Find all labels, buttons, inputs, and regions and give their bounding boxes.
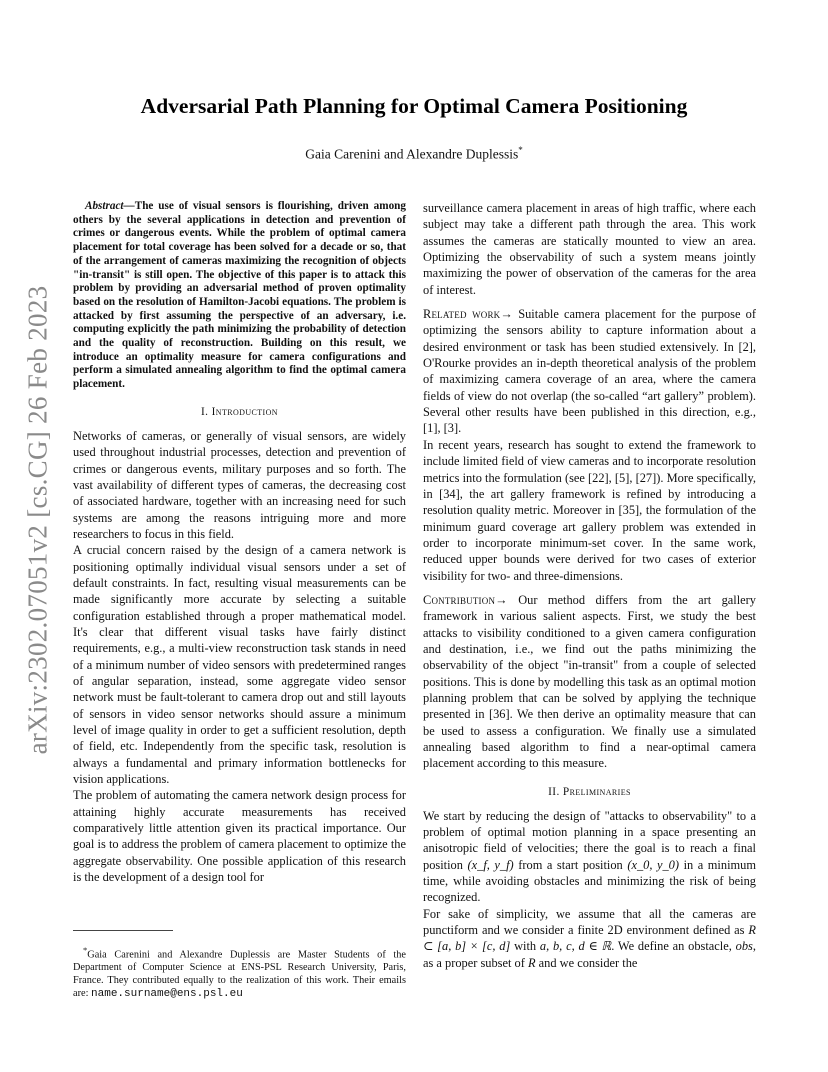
math-start-position: (x_0, y_0) bbox=[627, 857, 679, 872]
footnote-text: Gaia Carenini and Alexandre Duplessis are Master Students of the Department of Computer Science at ENS-PSL Research University, Paris, France. They contributed equally to the realization of this work. Their emails are: bbox=[73, 949, 406, 999]
prelim-text: from a start position bbox=[518, 857, 623, 872]
math-region: R bbox=[527, 955, 536, 970]
prelim-text: in a minimum time, while avoiding obstacles and minimizing the risk of being recognized. bbox=[423, 857, 756, 905]
author-names: Gaia Carenini and Alexandre Duplessis bbox=[305, 146, 519, 162]
section-number: I. bbox=[201, 405, 209, 418]
footnote-email: name.surname@ens.psl.eu bbox=[91, 987, 243, 1000]
section-title: Preliminaries bbox=[562, 785, 631, 798]
contribution-label: Contribution→ bbox=[423, 592, 508, 607]
intro-paragraph-3: The problem of automating the camera network design process for attaining highly accurate measurements has received comparatively little attention given its practical importance. Our goal is to address the problem of camera placement to optimize the aggregate observability. One possible application of this research is the development of a design tool for bbox=[73, 788, 406, 885]
contribution-paragraph bbox=[423, 592, 756, 772]
prelim-text: . We define an obstacle, bbox=[611, 939, 732, 954]
left-column bbox=[73, 200, 406, 885]
intro-paragraph-1: Networks of cameras, or generally of visual sensors, are widely used throughout industrial processes, detection and prevention of crimes or dangerous events, military purposes and so forth. The vast availability of different types of cameras, the decreasing cost of associated hardware, together with an increasing need for such systems are among the reasons intriguing more and more researchers to focus in this field. bbox=[73, 428, 406, 541]
abstract-text: The use of visual sensors is flourishing, driven among others by the several applications in detection and prevention of crimes or dangerous events. While the problem of optimal camera placement for total coverage has been solved for a decade or so, that of the arrangement of cameras maximizing the recognition of objects "in-transit" is still open. The objective of this paper is to attack this problem by providing an adversarial method of proven optimality based on the resolution of Hamilton-Jacobi equations. The problem is attacked by first assuming the perspective of an adversary, i.e. computing explicitly the path minimizing the probability of detection and the quality of reconstruction. Building on this result, we introduce an optimality measure for camera configurations and perform a simulated annealing algorithm to find the optimal camera placement. bbox=[73, 200, 406, 391]
abstract bbox=[73, 200, 406, 392]
paper-title: Adversarial Path Planning for Optimal Camera Positioning bbox=[140, 94, 688, 118]
footnote bbox=[73, 944, 406, 1001]
math-reals: a, b, c, d ∈ ℝ bbox=[539, 939, 612, 954]
section-title: Introduction bbox=[211, 405, 278, 418]
preliminaries-paragraph-2 bbox=[423, 906, 756, 971]
related-work-label: Related work→ bbox=[423, 307, 513, 322]
prelim-text: with bbox=[514, 939, 537, 954]
intro-paragraph-2: A crucial concern raised by the design of a camera network is positioning optimally individual visual sensors under a set of default constraints. In fact, resulting visual measurements can be made significantly more accurate by selecting a suitable configuration established through a proper mathematical model. It's clear that different visual tasks have fairly distinct requirements, e.g., a multi-view reconstruction task stands in need of a minimum number of video sensors with predetermined ranges of angular separation, instead, some aggregate video sensor network must be fault-tolerant to camera drop out and still layouts of sensors in video sensor networks should assure a minimum level of image quality in order to get a sufficient resolution, depth of field, etc. Independently from the specific task, resolution is always a fundamental and primary information bottlenecks for vision applications. bbox=[73, 543, 406, 787]
arxiv-identifier: arXiv:2302.07051v2 [cs.CG] 26 Feb 2023 bbox=[22, 285, 53, 755]
contribution-text: Our method differs from the art gallery framework in various salient aspects. First, we study the best attacks to visibility conditioned to a given camera configuration and destination, i.e., we find out the paths minimizing the observability of the object "in-transit" from a couple of selected positions. This is done by modelling this task as an optimal motion planning problem that can be solved by applying the technique presented in [36]. We then derive an optimality measure that can be used to assess a configuration. We finally use a simulated annealing based algorithm to find a near-optimal camera placement according to this measure. bbox=[423, 592, 756, 771]
prelim-text: , as a proper subset of bbox=[423, 939, 756, 970]
math-obs: obs bbox=[735, 939, 753, 954]
prelim-text: and we consider the bbox=[538, 955, 638, 970]
related-work-paragraph bbox=[423, 306, 756, 437]
author-footnote-mark: * bbox=[518, 145, 523, 155]
right-column bbox=[423, 200, 756, 971]
preliminaries-paragraph-1 bbox=[423, 808, 756, 906]
paper-authors bbox=[0, 145, 828, 163]
prelim-text: For sake of simplicity, we assume that all the cameras are punctiform and we consider a finite 2D environment defined as bbox=[423, 906, 756, 938]
math-final-position: (x_f, y_f) bbox=[467, 857, 514, 872]
footnote-mark: * bbox=[83, 945, 88, 955]
related-work-paragraph-2: In recent years, research has sought to extend the framework to include limited field of view cameras and to incorporate resolution metrics into the formulation (see [22], [5], [27]). More specifically, in [34], the art gallery framework is refined by introducing a resolution quality metric. Moreover in [35], the formulation of the minimum guard coverage art gallery problem was extended in order to incorporate minimum-set cover. In the same work, reduced upper bounds were derived for two cases of exterior visibility for two- and three-dimensions. bbox=[423, 437, 756, 583]
related-work-text: Suitable camera placement for the purpose of optimizing the sensors ability to capture information about a desired environment or task has been studied extensively. In [2], O'Rourke provides an in-depth theoretical analysis of the problem of maximizing camera coverage of an area, where the camera fields of view do not overlap (the so-called “art gallery” problem). Several other results have been published in this direction, e.g., [1], [3]. bbox=[423, 307, 756, 436]
section-number: II. bbox=[548, 785, 560, 798]
section-heading-preliminaries bbox=[423, 786, 756, 798]
section-heading-introduction bbox=[73, 406, 406, 418]
prelim-text: We start by reducing the design of "attacks to observability" to a problem of optimal motion planning in a space presenting an anisotropic field of velocities; there the goal is to reach a final position bbox=[423, 808, 756, 872]
abstract-label: Abstract— bbox=[85, 200, 135, 212]
footnote-rule bbox=[73, 930, 173, 931]
math-environment: R ⊂ [a, b] × [c, d] bbox=[423, 923, 756, 954]
right-paragraph-1: surveillance camera placement in areas of high traffic, where each subject may take a different path through the area. This work assumes the cameras are statically mounted to view an area. Optimizing the observability of such a system means jointly maximizing the power of observation of the cameras for the area of interest. bbox=[423, 201, 756, 297]
